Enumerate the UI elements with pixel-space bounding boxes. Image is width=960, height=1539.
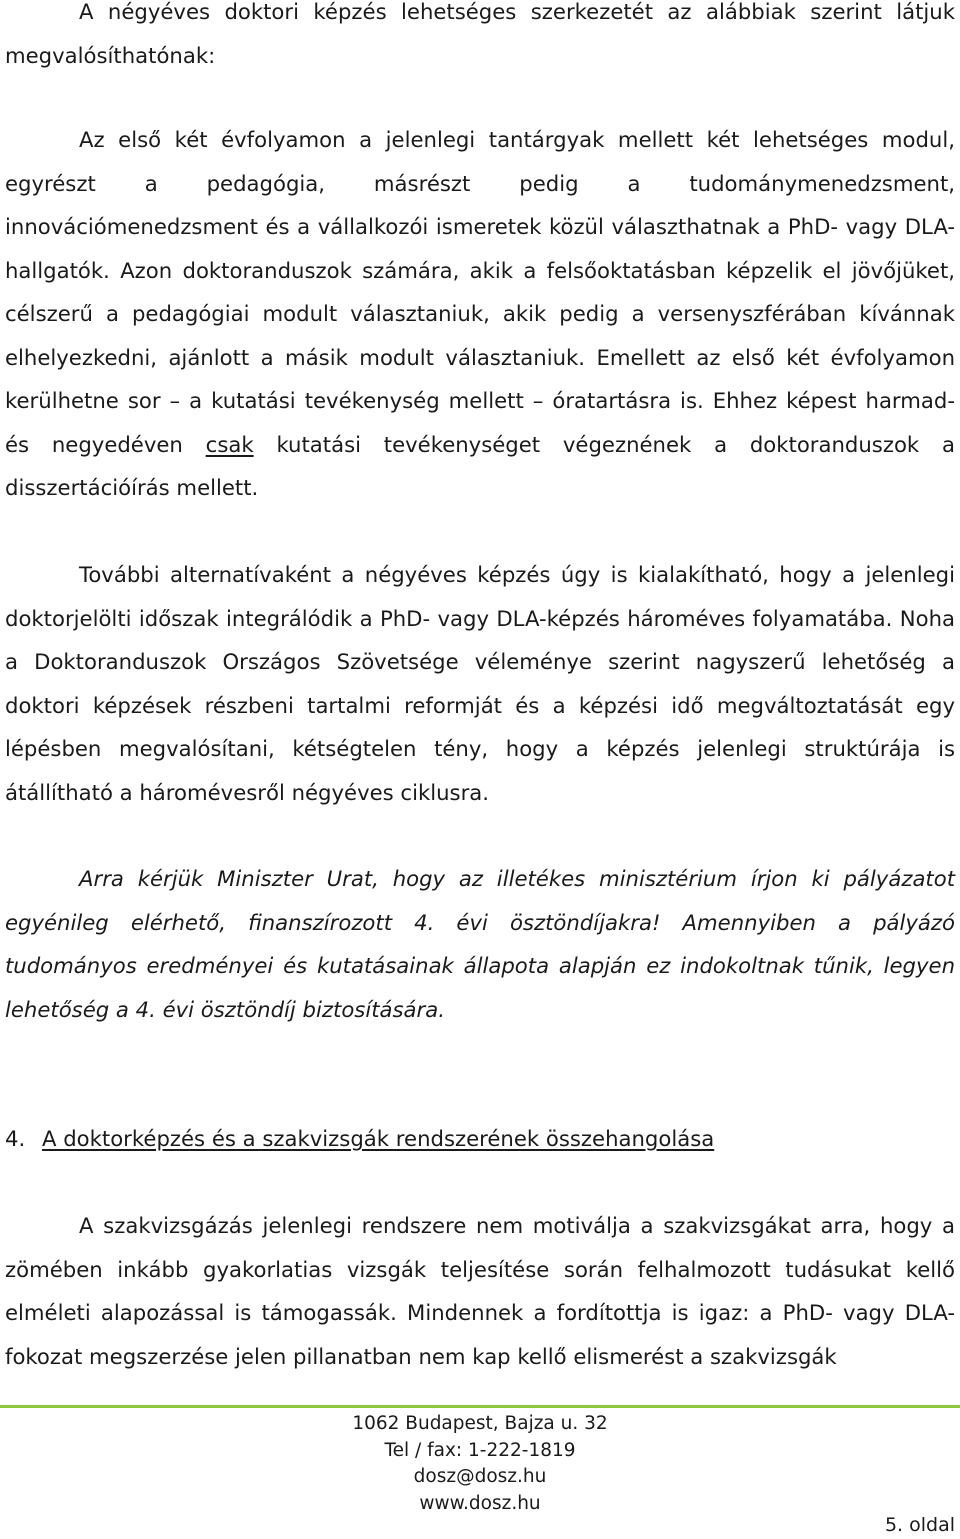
paragraph-modules — [5, 118, 955, 510]
paragraph-modules-text-a: Az első két évfolyamon a jelenlegi tantárgyak mellett két lehetséges modul, egyrészt a pedagógia, másrészt pedig a tudománymenedzsment, innovációmenedzsment és a vállalkozói ismeretek közül választhatnak a PhD- vagy DLA-hallgatók. Azon doktoranduszok számára, akik a felsőoktatásban képzelik el jövőjüket, célszerű a pedagógiai modult választaniuk, akik pedig a versenyszférában kívánnak elhelyezkedni, ajánlott a másik modult választaniuk. Emellett az első két évfolyamon kerülhetne sor – a kutatási tevékenység mellett – óratartásra is. Ehhez képest harmad- és negyedéven — [5, 127, 955, 457]
footer-email: dosz@dosz.hu — [413, 1466, 547, 1487]
paragraph-specialist-exams: A szakvizsgázás jelenlegi rendszere nem motiválja a szakvizsgákat arra, hogy a zömében inkább gyakorlatias vizsgák teljesítése során felhalmozott tudásukat kellő elméleti alapozással is támogassák. Mindennek a fordítottja is igaz: a PhD- vagy DLA-fokozat megszerzése jelen pillanatban nem kap kellő elismerést a szakvizsgák — [5, 1213, 955, 1369]
section-heading — [5, 1117, 955, 1161]
section-number: 4. — [5, 1126, 26, 1151]
footer-address: 1062 Budapest, Bajza u. 32 — [352, 1413, 608, 1434]
footer-phone: Tel / fax: 1-222-1819 — [384, 1439, 576, 1461]
paragraph-modules-text-b: kutatási tevékenységet végeznének a doktoranduszok a disszertációírás mellett. — [5, 431, 955, 500]
underlined-word: csak — [205, 431, 254, 457]
paragraph-intro: A négyéves doktori képzés lehetséges szerkezetét az alábbiak szerint látjuk megvalósíthatónak: — [5, 0, 955, 68]
footer — [0, 1411, 960, 1517]
page-number: 5. oldal — [884, 1514, 955, 1536]
footer-website: www.dosz.hu — [419, 1492, 541, 1514]
paragraph-request: Arra kérjük Miniszter Urat, hogy az illetékes minisztérium írjon ki pályázatot egyénileg elérhető, finanszírozott 4. évi ösztöndíjakra! Amennyiben a pályázó tudományos eredményei és kutatásainak állapota alapján ez indokoltnak tűnik, legyen lehetőség a 4. évi ösztöndíj biztosítására. — [5, 866, 955, 1022]
paragraph-alternative: További alternatívaként a négyéves képzés úgy is kialakítható, hogy a jelenlegi doktorjelölti időszak integrálódik a PhD- vagy DLA-képzés hároméves folyamatába. Noha a Doktoranduszok Országos Szövetsége véleménye szerint nagyszerű lehetőség a doktori képzések részbeni tartalmi reformját és a képzési idő megváltoztatását egy lépésben megvalósítani, kétségtelen tény, hogy a képzés jelenlegi struktúrája is átállítható a háromévesről négyéves ciklusra. — [5, 562, 955, 805]
footer-divider — [0, 1405, 960, 1408]
section-title: A doktorképzés és a szakvizsgák rendszerének összehangolása — [42, 1126, 715, 1151]
